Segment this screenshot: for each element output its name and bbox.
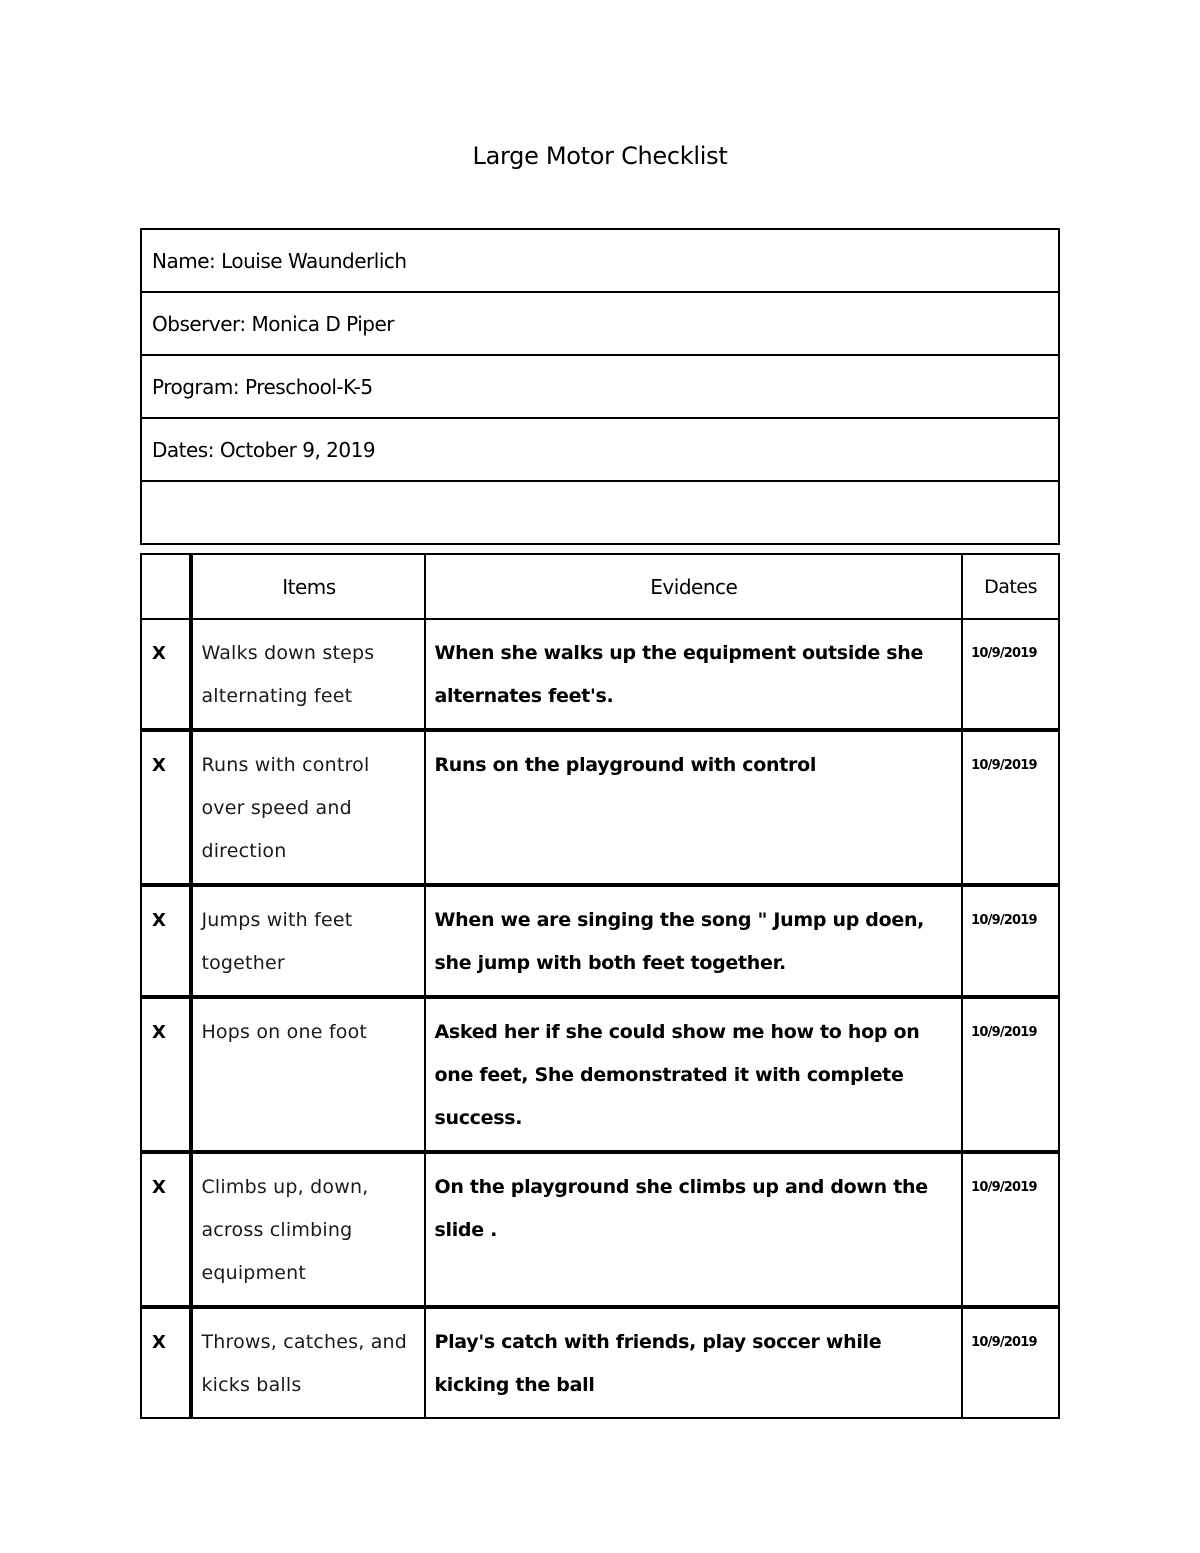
item-cell: Jumps with feet together [191, 885, 425, 997]
blank-row [141, 481, 1059, 544]
info-row-observer [141, 292, 1059, 355]
header-dates: Dates [962, 554, 1059, 619]
date-cell: 10/9/2019 [962, 730, 1059, 885]
item-cell: Climbs up, down, across climbing equipment [191, 1152, 425, 1307]
table-row [141, 1152, 1059, 1307]
date-cell: 10/9/2019 [962, 1307, 1059, 1418]
table-row [141, 997, 1059, 1152]
evidence-cell: When she walks up the equipment outside she alternates feet's. [425, 619, 962, 730]
item-cell: Walks down steps alternating feet [191, 619, 425, 730]
info-table [140, 228, 1060, 545]
check-mark: X [141, 1152, 191, 1307]
date-cell: 10/9/2019 [962, 1152, 1059, 1307]
date-cell: 10/9/2019 [962, 619, 1059, 730]
check-mark: X [141, 885, 191, 997]
evidence-cell: Asked her if she could show me how to hop on one feet, She demonstrated it with complete success. [425, 997, 962, 1152]
date-cell: 10/9/2019 [962, 997, 1059, 1152]
checklist-header-row [141, 554, 1059, 619]
checklist-table [140, 553, 1060, 1419]
header-items: Items [191, 554, 425, 619]
table-row [141, 730, 1059, 885]
table-row [141, 1307, 1059, 1418]
page-title: Large Motor Checklist [472, 142, 728, 170]
item-cell: Hops on one foot [191, 997, 425, 1152]
check-mark: X [141, 997, 191, 1152]
evidence-cell: Runs on the playground with control [425, 730, 962, 885]
observation-dates: Dates: October 9, 2019 [141, 418, 1059, 481]
evidence-cell: When we are singing the song " Jump up doen, she jump with both feet together. [425, 885, 962, 997]
student-name: Name: Louise Waunderlich [141, 229, 1059, 292]
header-mark [141, 554, 191, 619]
table-row [141, 885, 1059, 997]
table-row [141, 619, 1059, 730]
info-row-name [141, 229, 1059, 292]
evidence-cell: On the playground she climbs up and down the slide . [425, 1152, 962, 1307]
observer-name: Observer: Monica D Piper [141, 292, 1059, 355]
evidence-cell: Play's catch with friends, play soccer while kicking the ball [425, 1307, 962, 1418]
info-row-dates [141, 418, 1059, 481]
item-cell: Throws, catches, and kicks balls [191, 1307, 425, 1418]
header-evidence: Evidence [425, 554, 962, 619]
check-mark: X [141, 619, 191, 730]
check-mark: X [141, 730, 191, 885]
program-name: Program: Preschool-K-5 [141, 355, 1059, 418]
check-mark: X [141, 1307, 191, 1418]
info-row-program [141, 355, 1059, 418]
date-cell: 10/9/2019 [962, 885, 1059, 997]
info-row-blank [141, 481, 1059, 544]
item-cell: Runs with control over speed and direction [191, 730, 425, 885]
